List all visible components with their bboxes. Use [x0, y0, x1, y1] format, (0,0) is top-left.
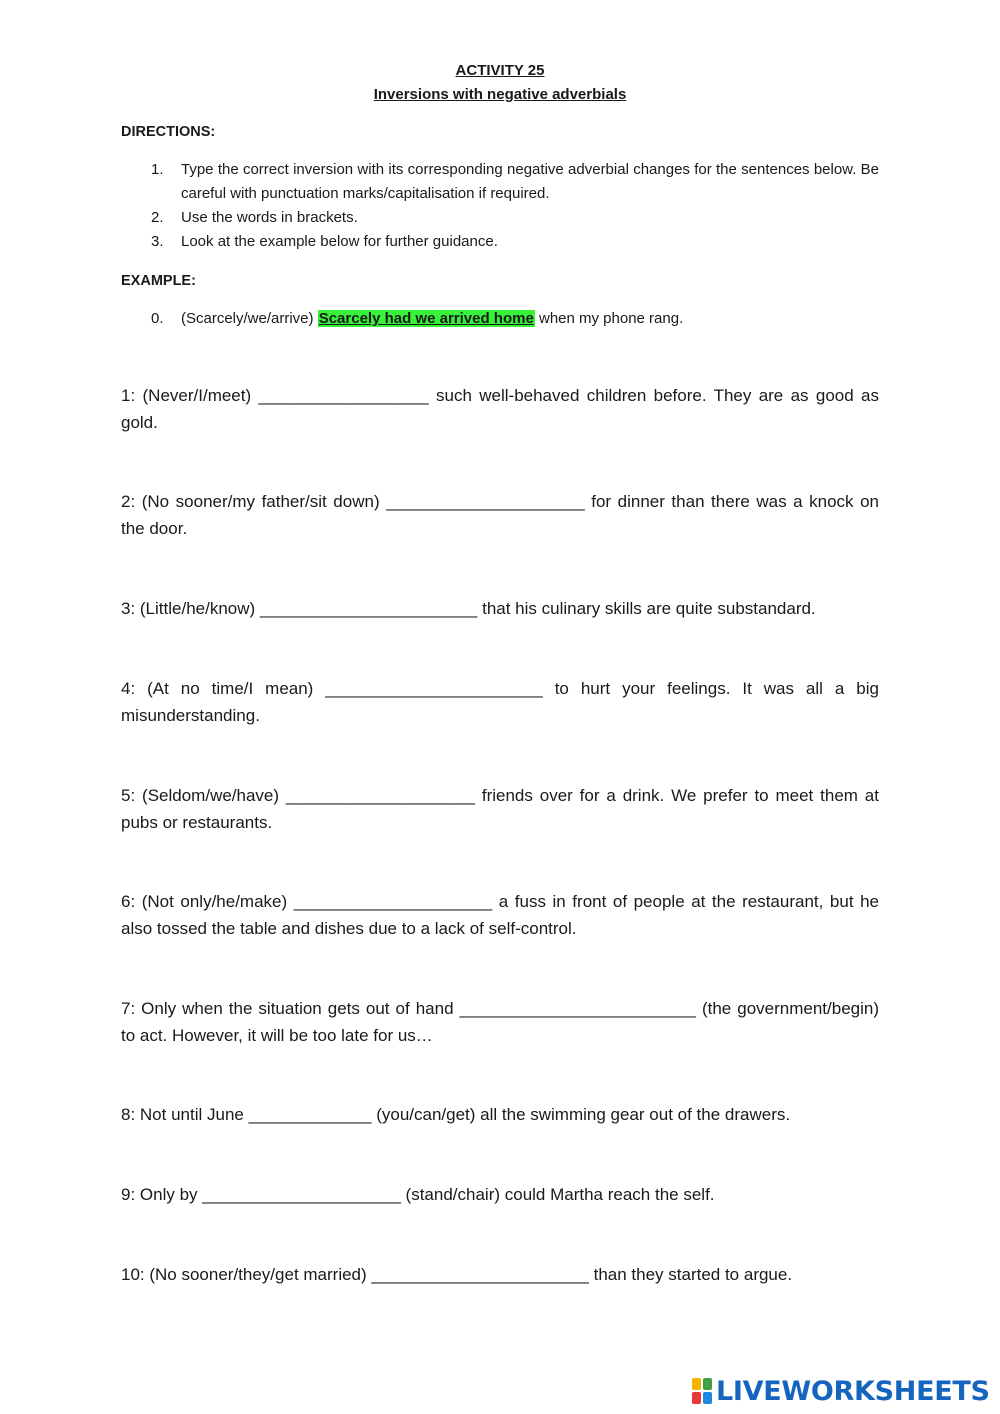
direction-number: 2.: [151, 209, 164, 226]
activity-subtitle: Inversions with negative adverbials: [373, 86, 627, 103]
answer-blank[interactable]: _______________________: [325, 679, 543, 698]
question-9: 9: Only by _____________________ (stand/chair) could Martha reach the self.: [121, 1185, 715, 1204]
directions-label: DIRECTIONS:: [121, 124, 216, 140]
question-10: 10: (No sooner/they/get married) _______________________ than they started to argue.: [121, 1265, 793, 1284]
question-6: 6: (Not only/he/make) _____________________ a fuss in front of people at the restaurant, but he also tossed the table and dishes due to a lack of self-control.: [121, 892, 879, 938]
direction-item: [121, 158, 879, 206]
direction-number: 3.: [151, 233, 164, 250]
example-rest: when my phone rang.: [534, 310, 684, 327]
answer-blank[interactable]: _________________________: [459, 999, 696, 1018]
example-label: EXAMPLE:: [121, 273, 196, 289]
question-8: 8: Not until June _____________ (you/can/get) all the swimming gear out of the drawers.: [121, 1105, 791, 1124]
answer-blank[interactable]: _______________________: [259, 599, 478, 618]
example-answer-highlight: Scarcely had we arrived home: [318, 310, 534, 327]
liveworksheets-logo[interactable]: [692, 1376, 990, 1406]
liveworksheets-logo-icon: [692, 1378, 712, 1404]
logo-text: LIVEWORKSHEETS: [716, 1375, 990, 1407]
question-7: 7: Only when the situation gets out of hand _________________________ (the government/begin) to act. However, it will be too late for us…: [121, 999, 879, 1045]
direction-text: Use the words in brackets.: [181, 209, 358, 226]
direction-text: Look at the example below for further guidance.: [181, 233, 498, 250]
question-1: 1: (Never/I/meet) __________________ such well-behaved children before. They are as good as gold.: [121, 386, 879, 432]
answer-blank[interactable]: _____________________: [386, 492, 585, 511]
answer-blank[interactable]: _____________________: [293, 892, 493, 911]
answer-blank[interactable]: ____________________: [285, 786, 475, 805]
question-5: 5: (Seldom/we/have) ____________________ friends over for a drink. We prefer to meet them at pubs or restaurants.: [121, 786, 879, 832]
example-prompt: (Scarcely/we/arrive): [181, 310, 318, 327]
question-4: 4: (At no time/I mean) _______________________ to hurt your feelings. It was all a big misunderstanding.: [121, 679, 879, 725]
example-sentence: [121, 307, 879, 331]
direction-number: 1.: [151, 161, 164, 178]
question-2: 2: (No sooner/my father/sit down) _____________________ for dinner than there was a knock on the door.: [121, 492, 879, 538]
direction-item: [121, 230, 879, 254]
directions-list: [121, 158, 879, 254]
direction-text: Type the correct inversion with its corresponding negative adverbial changes for the sentences below. Be careful with punctuation marks/capitalisation if required.: [181, 161, 879, 202]
direction-item: [121, 206, 879, 230]
answer-blank[interactable]: _____________________: [202, 1185, 401, 1204]
activity-title: ACTIVITY 25: [455, 62, 545, 79]
example-number: 0.: [151, 310, 164, 327]
answer-blank[interactable]: __________________: [258, 386, 429, 405]
answer-blank[interactable]: _____________: [248, 1105, 372, 1124]
question-3: 3: (Little/he/know) _______________________ that his culinary skills are quite substandard.: [121, 599, 816, 618]
answer-blank[interactable]: _______________________: [371, 1265, 589, 1284]
